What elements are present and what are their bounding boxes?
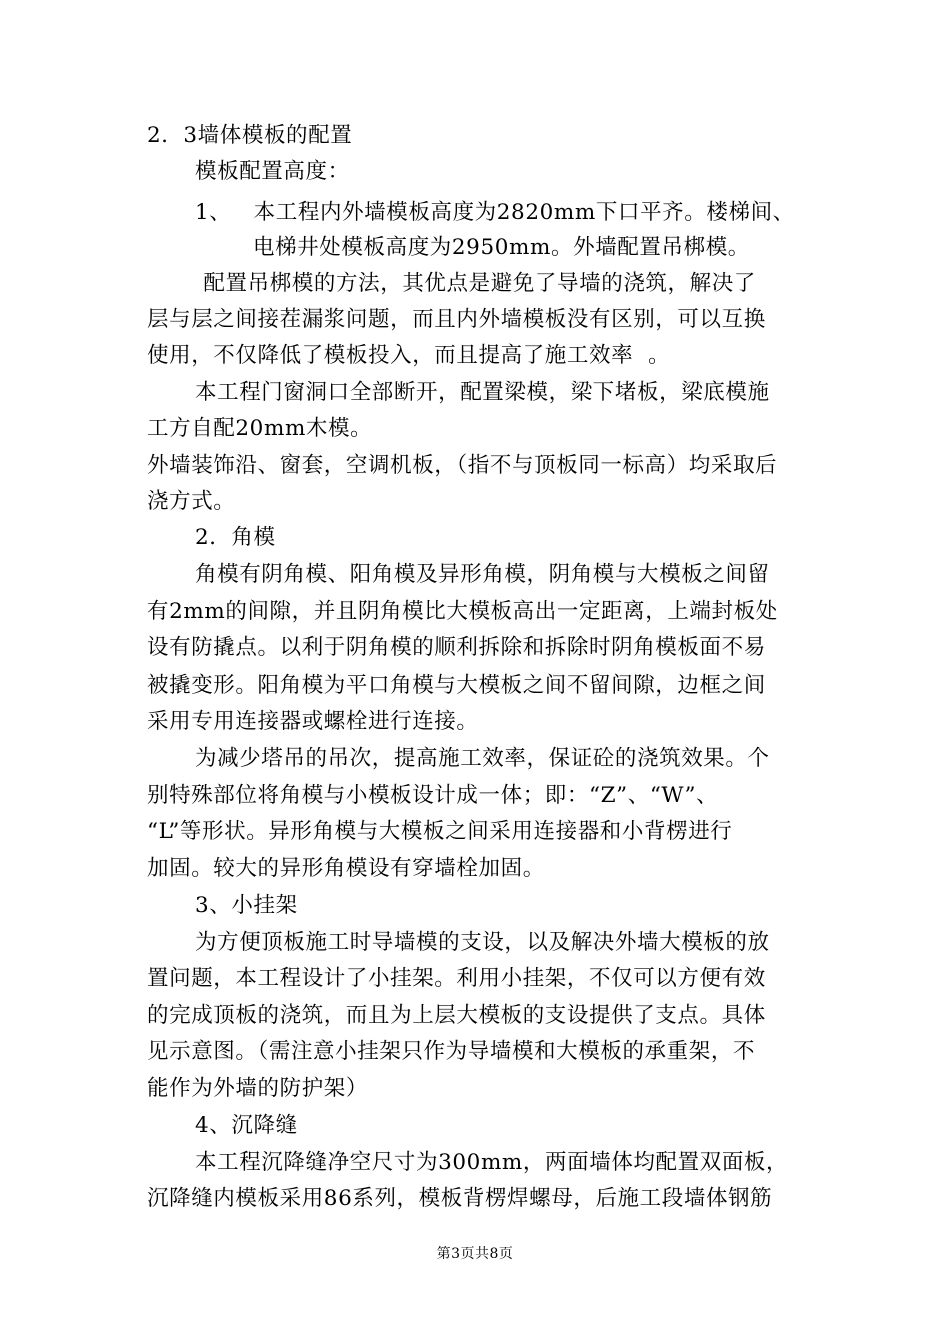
paragraph-line: 角模有阴角模、阳角模及异形角模，阴角模与大模板之间留 (195, 562, 770, 587)
paragraph-line: 本工程沉降缝净空尺寸为300mm，两面墙体均配置双面板， (195, 1150, 789, 1175)
paragraph-line: 被撬变形。阳角模为平口角模与大模板之间不留间隙，边框之间 (147, 673, 766, 698)
paragraph-line: 有2mm的间隙，并且阴角模比大模板高出一定距离，上端封板处 (147, 599, 778, 624)
paragraph-line: 置问题，本工程设计了小挂架。利用小挂架，不仅可以方便有效 (147, 966, 766, 991)
section-heading: 2．3墙体模板的配置 (147, 123, 353, 148)
page-footer: 第3页共8页 (436, 1246, 514, 1262)
paragraph-line: 配置吊梆模的方法，其优点是避免了导墙的浇筑，解决了 (196, 271, 756, 296)
paragraph-line: 层与层之间接茬漏浆问题，而且内外墙模板没有区别，可以互换 (147, 307, 766, 332)
paragraph-line: 外墙装饰沿、窗套，空调机板，（指不与顶板同一标高）均采取后 (147, 453, 778, 478)
paragraph-line: 采用专用连接器或螺栓进行连接。 (147, 709, 479, 734)
paragraph-line: 浇方式。 (147, 489, 236, 514)
paragraph-line: 工方自配20mm木模。 (147, 416, 373, 441)
section-heading: 3、小挂架 (195, 893, 298, 918)
paragraph-line: 使用，不仅降低了模板投入，而且提高了施工效率 。 (147, 343, 671, 368)
paragraph-line: 能作为外墙的防护架） (147, 1076, 369, 1101)
section-heading: 2．角模 (195, 525, 276, 550)
paragraph-line: 的完成顶板的浇筑，而且为上层大模板的支设提供了支点。具体 (147, 1003, 766, 1028)
paragraph-line: 沉降缝内模板采用86系列，模板背楞焊螺母，后施工段墙体钢筋 (147, 1186, 773, 1211)
paragraph-line: 加固。较大的异形角模设有穿墙栓加固。 (147, 856, 545, 881)
paragraph-line: 本工程门窗洞口全部断开，配置梁模，梁下堵板，梁底模施 (195, 380, 770, 405)
paragraph-line: 设有防撬点。以利于阴角模的顺利拆除和拆除时阴角模板面不易 (147, 635, 766, 660)
paragraph-line: 电梯井处模板高度为2950mm。外墙配置吊梆模。 (253, 235, 750, 260)
paragraph-line: 为减少塔吊的吊次，提高施工效率，保证砼的浇筑效果。个 (195, 746, 770, 771)
paragraph-line: 1、 本工程内外墙模板高度为2820mm下口平齐。楼梯间、 (195, 200, 795, 225)
paragraph-line: 别特殊部位将角模与小模板设计成一体；即：“Z”、“W”、 (147, 783, 719, 808)
paragraph-line: 为方便顶板施工时导墙模的支设，以及解决外墙大模板的放 (195, 930, 770, 955)
paragraph-line: “L”等形状。异形角模与大模板之间采用连接器和小背楞进行 (147, 819, 733, 844)
paragraph-line: 模板配置高度： (195, 159, 350, 184)
paragraph-line: 见示意图。（需注意小挂架只作为导墙模和大模板的承重架，不 (147, 1039, 756, 1064)
section-heading: 4、沉降缝 (195, 1113, 298, 1138)
